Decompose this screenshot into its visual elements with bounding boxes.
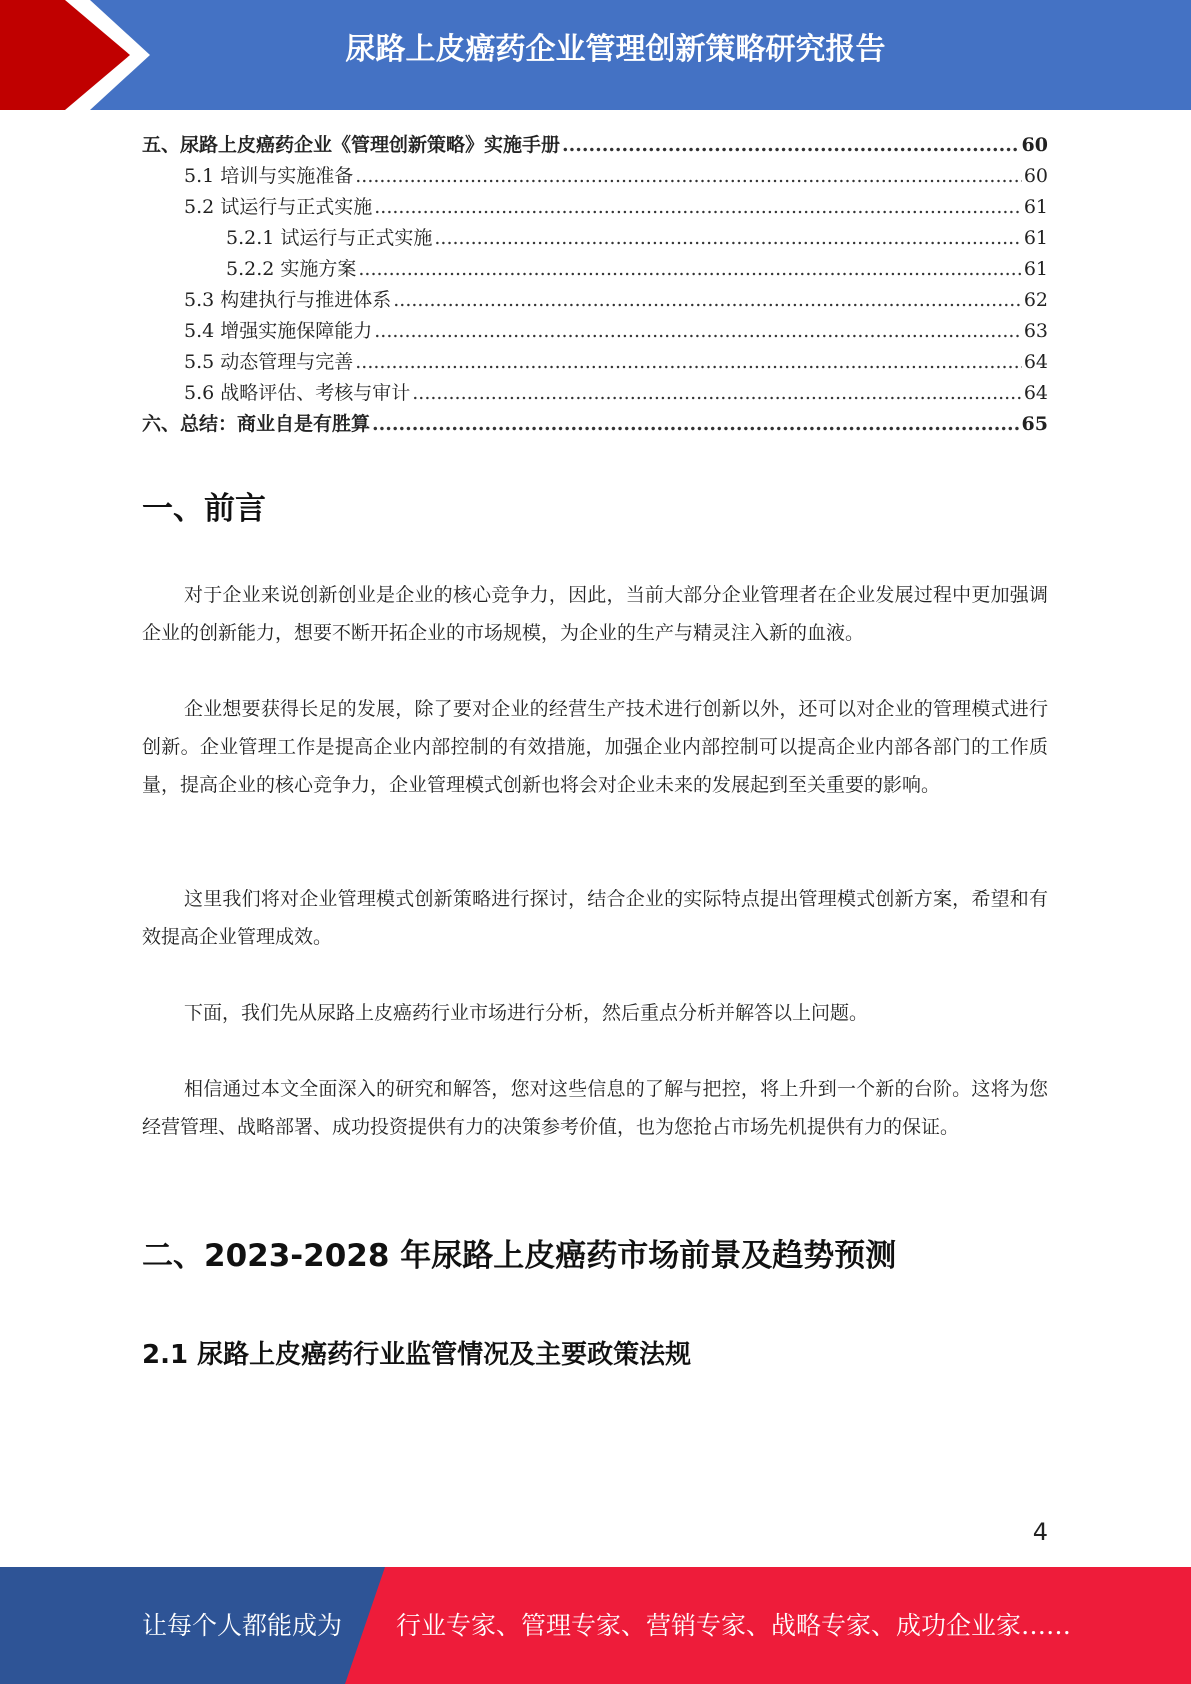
toc-entry-title: 5.5 动态管理与完善 [184, 351, 354, 373]
body-paragraph: 下面，我们先从尿路上皮癌药行业市场进行分析，然后重点分析并解答以上问题。 [184, 1002, 869, 1024]
toc-entry-title: 5.2.2 实施方案 [226, 258, 357, 280]
page-number: 4 [1032, 1518, 1048, 1546]
toc-entry[interactable] [142, 316, 1048, 347]
toc-entry-page: 63 [1023, 320, 1048, 342]
toc-leader-dots [355, 351, 1022, 373]
toc-entry-page: 64 [1023, 382, 1048, 404]
toc-entry-page: 62 [1023, 289, 1048, 311]
toc-entry-title: 5.3 构建执行与推进体系 [184, 289, 392, 311]
toc-entry-title: 5.2 试运行与正式实施 [184, 196, 373, 218]
toc-leader-dots [393, 289, 1022, 311]
footer-slogan-left: 让每个人都能成为 [142, 1611, 343, 1640]
footer-slogan-right: 行业专家、管理专家、营销专家、战略专家、成功企业家…… [396, 1611, 1072, 1640]
toc-entry-page: 60 [1021, 134, 1048, 156]
toc-leader-dots [374, 196, 1022, 218]
toc-leader-dots [562, 134, 1020, 156]
toc-leader-dots [355, 165, 1022, 187]
toc-entry-title: 5.2.1 试运行与正式实施 [226, 227, 433, 249]
body-paragraph: 对于企业来说创新创业是企业的核心竞争力，因此，当前大部分企业管理者在企业发展过程中更加强调企业的创新能力，想要不断开拓企业的市场规模，为企业的生产与精灵注入新的血液。 [142, 584, 1048, 644]
toc-entry[interactable] [142, 130, 1048, 161]
toc-entry[interactable] [142, 254, 1048, 285]
page-header [0, 0, 1191, 110]
toc-entry[interactable] [142, 347, 1048, 378]
body-paragraph: 相信通过本文全面深入的研究和解答，您对这些信息的了解与把控，将上升到一个新的台阶。这将为您经营管理、战略部署、成功投资提供有力的决策参考价值，也为您抢占市场先机提供有力的保证。 [142, 1078, 1048, 1138]
toc-leader-dots [372, 413, 1020, 435]
toc-entry[interactable] [142, 192, 1048, 223]
toc-entry-page: 60 [1023, 165, 1048, 187]
toc-entry[interactable] [142, 285, 1048, 316]
subsection-heading-regulation: 2.1 尿路上皮癌药行业监管情况及主要政策法规 [142, 1340, 692, 1370]
page-footer [0, 1567, 1191, 1684]
toc-entry[interactable] [142, 161, 1048, 192]
toc-entry-title: 5.1 培训与实施准备 [184, 165, 354, 187]
toc-entry-page: 61 [1023, 227, 1048, 249]
toc-entry-title: 5.4 增强实施保障能力 [184, 320, 373, 342]
toc-entry-title: 五、尿路上皮癌药企业《管理创新策略》实施手册 [142, 134, 561, 156]
toc-leader-dots [412, 382, 1022, 404]
header-title: 尿路上皮癌药企业管理创新策略研究报告 [345, 32, 886, 67]
toc-leader-dots [358, 258, 1021, 280]
toc-entry[interactable] [142, 378, 1048, 409]
body-paragraph: 这里我们将对企业管理模式创新策略进行探讨，结合企业的实际特点提出管理模式创新方案，希望和有效提高企业管理成效。 [142, 888, 1048, 948]
toc-entry-title: 六、总结：商业自是有胜算 [142, 413, 371, 435]
toc-entry[interactable] [142, 223, 1048, 254]
section-heading-market-forecast: 二、2023-2028 年尿路上皮癌药市场前景及趋势预测 [142, 1238, 897, 1274]
toc-entry-page: 61 [1023, 196, 1048, 218]
toc-entry-title: 5.6 战略评估、考核与审计 [184, 382, 411, 404]
section-heading-preface: 一、前言 [142, 491, 266, 527]
toc-leader-dots [374, 320, 1022, 342]
table-of-contents [142, 130, 1048, 440]
toc-entry-page: 65 [1021, 413, 1048, 435]
toc-entry-page: 61 [1023, 258, 1048, 280]
toc-leader-dots [434, 227, 1021, 249]
body-paragraph: 企业想要获得长足的发展，除了要对企业的经营生产技术进行创新以外，还可以对企业的管理模式进行创新。企业管理工作是提高企业内部控制的有效措施，加强企业内部控制可以提高企业内部各部门的工作质量，提高企业的核心竞争力，企业管理模式创新也将会对企业未来的发展起到至关重要的影响。 [142, 698, 1048, 796]
toc-entry-page: 64 [1023, 351, 1048, 373]
toc-entry[interactable] [142, 409, 1048, 440]
